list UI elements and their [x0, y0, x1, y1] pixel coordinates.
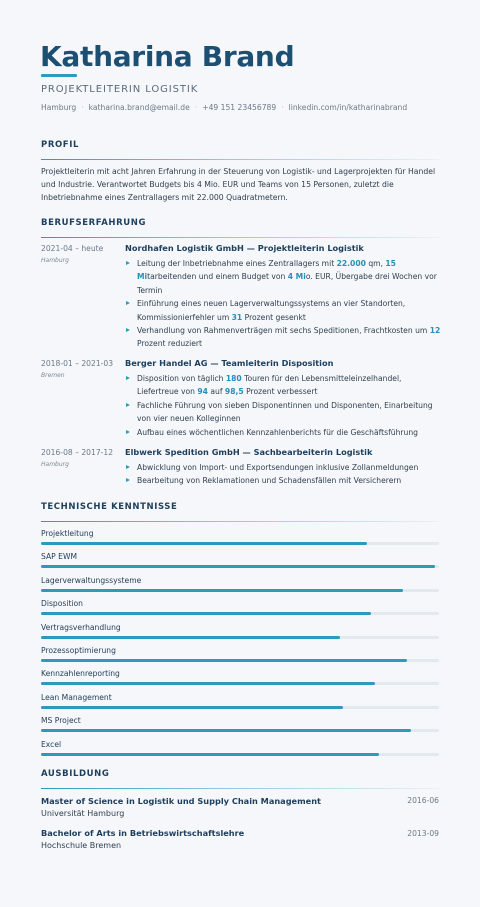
section-rule: [41, 237, 439, 238]
bullet-arrow-icon: [126, 403, 130, 407]
section-heading-education: AUSBILDUNG: [41, 769, 110, 779]
job-date: 2021-04 – heute: [41, 244, 104, 253]
highlighted-figure: 98,5: [224, 387, 244, 397]
highlighted-figure: Mi: [137, 272, 148, 282]
job-bullet: [125, 461, 445, 474]
education-school: Hochschule Bremen: [41, 841, 122, 850]
job-date: 2016-08 – 2017-12: [41, 448, 114, 457]
job-bullet: [125, 372, 445, 399]
job-bullets: [125, 372, 445, 439]
skill-bar-fill: [41, 589, 403, 592]
contact-city: Hamburg: [41, 103, 77, 112]
contact-phone[interactable]: +49 151 23456789: [202, 103, 277, 112]
contact-separator: ·: [281, 103, 284, 112]
section-rule: [41, 521, 439, 522]
skill-bar-track: [41, 612, 439, 615]
job-bullet: [125, 426, 445, 439]
job-date: 2018-01 – 2021-03: [41, 359, 114, 368]
skill-bar-fill: [41, 636, 340, 639]
skill-label: Prozessoptimierung: [41, 646, 116, 655]
bullet-text: Prozent reduziert: [137, 339, 203, 349]
skill-bar-track: [41, 542, 439, 545]
skill-bar-fill: [41, 682, 375, 685]
bullet-text: Verhandlung von Rahmenverträgen mit sechs Speditionen, Frachtkosten um: [137, 326, 430, 336]
skill-label: SAP EWM: [41, 552, 78, 562]
bullet-arrow-icon: [126, 261, 130, 265]
contact-email[interactable]: katharina.brand@email.de: [88, 103, 190, 112]
bullet-arrow-icon: [126, 328, 130, 332]
job-bullet: [125, 324, 445, 351]
highlighted-figure: 180: [225, 374, 242, 383]
education-date: 2016-06: [407, 796, 439, 805]
highlighted-figure: 94: [197, 387, 208, 397]
skill-label: Kennzahlenreporting: [41, 669, 120, 679]
job-title: Berger Handel AG — Teamleiterin Disposition: [125, 358, 334, 368]
skill-bar-fill: [41, 729, 411, 732]
highlighted-figure: 15: [385, 259, 396, 268]
profile-summary: Projektleiterin mit acht Jahren Erfahrung in der Steuerung von Logistik- und Lagerprojekten für Handel und Industrie. Verantwortet Budgets bis 4 Mio. EUR und Teams von 15 Personen, zuletzt die Inbetriebnahme eines Zentrallagers mit 22.000 Quadratmetern.: [41, 167, 436, 202]
skill-label: Excel: [41, 739, 62, 749]
contact-separator: ·: [194, 103, 198, 112]
highlighted-figure: 22.000: [336, 259, 366, 268]
skill-bar-track: [41, 729, 439, 732]
section-rule: [41, 788, 439, 789]
skill-bar-fill: [41, 612, 371, 615]
bullet-text: qm,: [365, 259, 386, 268]
bullet-text: o. EUR, Übergabe drei Wochen vor Termin: [137, 272, 437, 295]
section-heading-profile: PROFIL: [41, 140, 79, 150]
job-bullet: [125, 297, 445, 324]
skill-bar-track: [41, 753, 439, 756]
education-date: 2013-09: [407, 829, 439, 838]
bullet-text: Disposition von täglich: [137, 374, 226, 383]
bullet-text: Aufbau eines wöchentlichen Kennzahlenberichts für die Geschäftsführung: [137, 427, 418, 437]
section-rule: [41, 159, 439, 160]
bullet-text: Bearbeitung von Reklamationen und Schadensfällen mit Versicherern: [137, 476, 402, 486]
skill-label: MS Project: [41, 716, 81, 726]
skill-label: Lagerverwaltungssysteme: [41, 575, 142, 585]
job-bullet: [125, 474, 445, 487]
skill-bar-fill: [41, 753, 379, 756]
education-school: Universität Hamburg: [41, 809, 125, 818]
bullet-text: Prozent gesenkt: [242, 312, 306, 322]
skill-bar-fill: [41, 542, 367, 545]
bullet-text: Leitung der Inbetriebnahme eines Zentrallagers mit: [137, 259, 337, 268]
skill-label: Projektleitung: [41, 529, 94, 538]
education-degree: Bachelor of Arts in Betriebswirtschaftslehre: [41, 828, 245, 838]
skill-label: Lean Management: [41, 692, 112, 702]
bullet-arrow-icon: [126, 430, 130, 434]
job-location: Bremen: [41, 372, 65, 379]
contact-linkedin[interactable]: linkedin.com/in/katharinabrand: [288, 103, 408, 112]
bullet-text: tarbeitenden und einem Budget von: [147, 272, 288, 282]
highlighted-figure: 12: [429, 326, 441, 336]
skill-bar-track: [41, 589, 439, 592]
job-subtitle: PROJEKTLEITERIN LOGISTIK: [41, 84, 199, 95]
contact-line: [41, 103, 407, 112]
job-bullets: [125, 461, 445, 488]
bullet-arrow-icon: [126, 478, 130, 482]
skill-bar-track: [41, 682, 439, 685]
candidate-name: Katharina Brand: [40, 40, 295, 73]
job-location: Hamburg: [41, 461, 69, 468]
bullet-arrow-icon: [126, 376, 130, 380]
skill-label: Vertragsverhandlung: [41, 622, 121, 632]
contact-separator: ·: [81, 103, 84, 112]
bullet-text: Abwicklung von Import- und Exportsendungen inklusive Zollanmeldungen: [137, 463, 419, 472]
bullet-text: Touren für den Lebensmitteleinzelhandel, Liefertreue von: [137, 374, 402, 397]
job-bullet: [125, 257, 445, 297]
bullet-text: auf: [207, 387, 225, 397]
job-location: Hamburg: [41, 257, 69, 264]
highlighted-figure: 31: [231, 312, 243, 322]
job-bullets: [125, 257, 445, 351]
name-underline: [41, 74, 77, 77]
skill-bar-track: [41, 565, 439, 568]
skill-bar-track: [41, 706, 439, 709]
bullet-text: Einführung eines neuen Lagerverwaltungssystems an vier Standorten, Kommissionierfehler um: [137, 299, 406, 322]
skill-label: Disposition: [41, 599, 83, 609]
bullet-arrow-icon: [126, 301, 130, 305]
bullet-arrow-icon: [126, 465, 130, 469]
education-degree: Master of Science in Logistik und Supply Chain Management: [41, 796, 321, 806]
job-title: Elbwerk Spedition GmbH — Sachbearbeiterin Logistik: [125, 447, 373, 457]
skill-bar-fill: [41, 565, 435, 568]
skill-bar-fill: [41, 706, 343, 709]
section-heading-experience: BERUFSERFAHRUNG: [41, 218, 147, 228]
job-bullet: [125, 399, 445, 426]
highlighted-figure: 4 Mi: [287, 272, 306, 282]
section-heading-skills: TECHNISCHE KENNTNISSE: [41, 502, 178, 512]
bullet-text: Prozent verbessert: [243, 387, 318, 397]
job-title: Nordhafen Logistik GmbH — Projektleiterin Logistik: [125, 243, 364, 253]
skill-bar-track: [41, 636, 439, 639]
bullet-text: Fachliche Führung von sieben Disponentinnen und Disponenten, Einarbeitung von vier neuen Kolleginnen: [137, 400, 433, 424]
skill-bar-track: [41, 659, 439, 662]
skill-bar-fill: [41, 659, 407, 662]
